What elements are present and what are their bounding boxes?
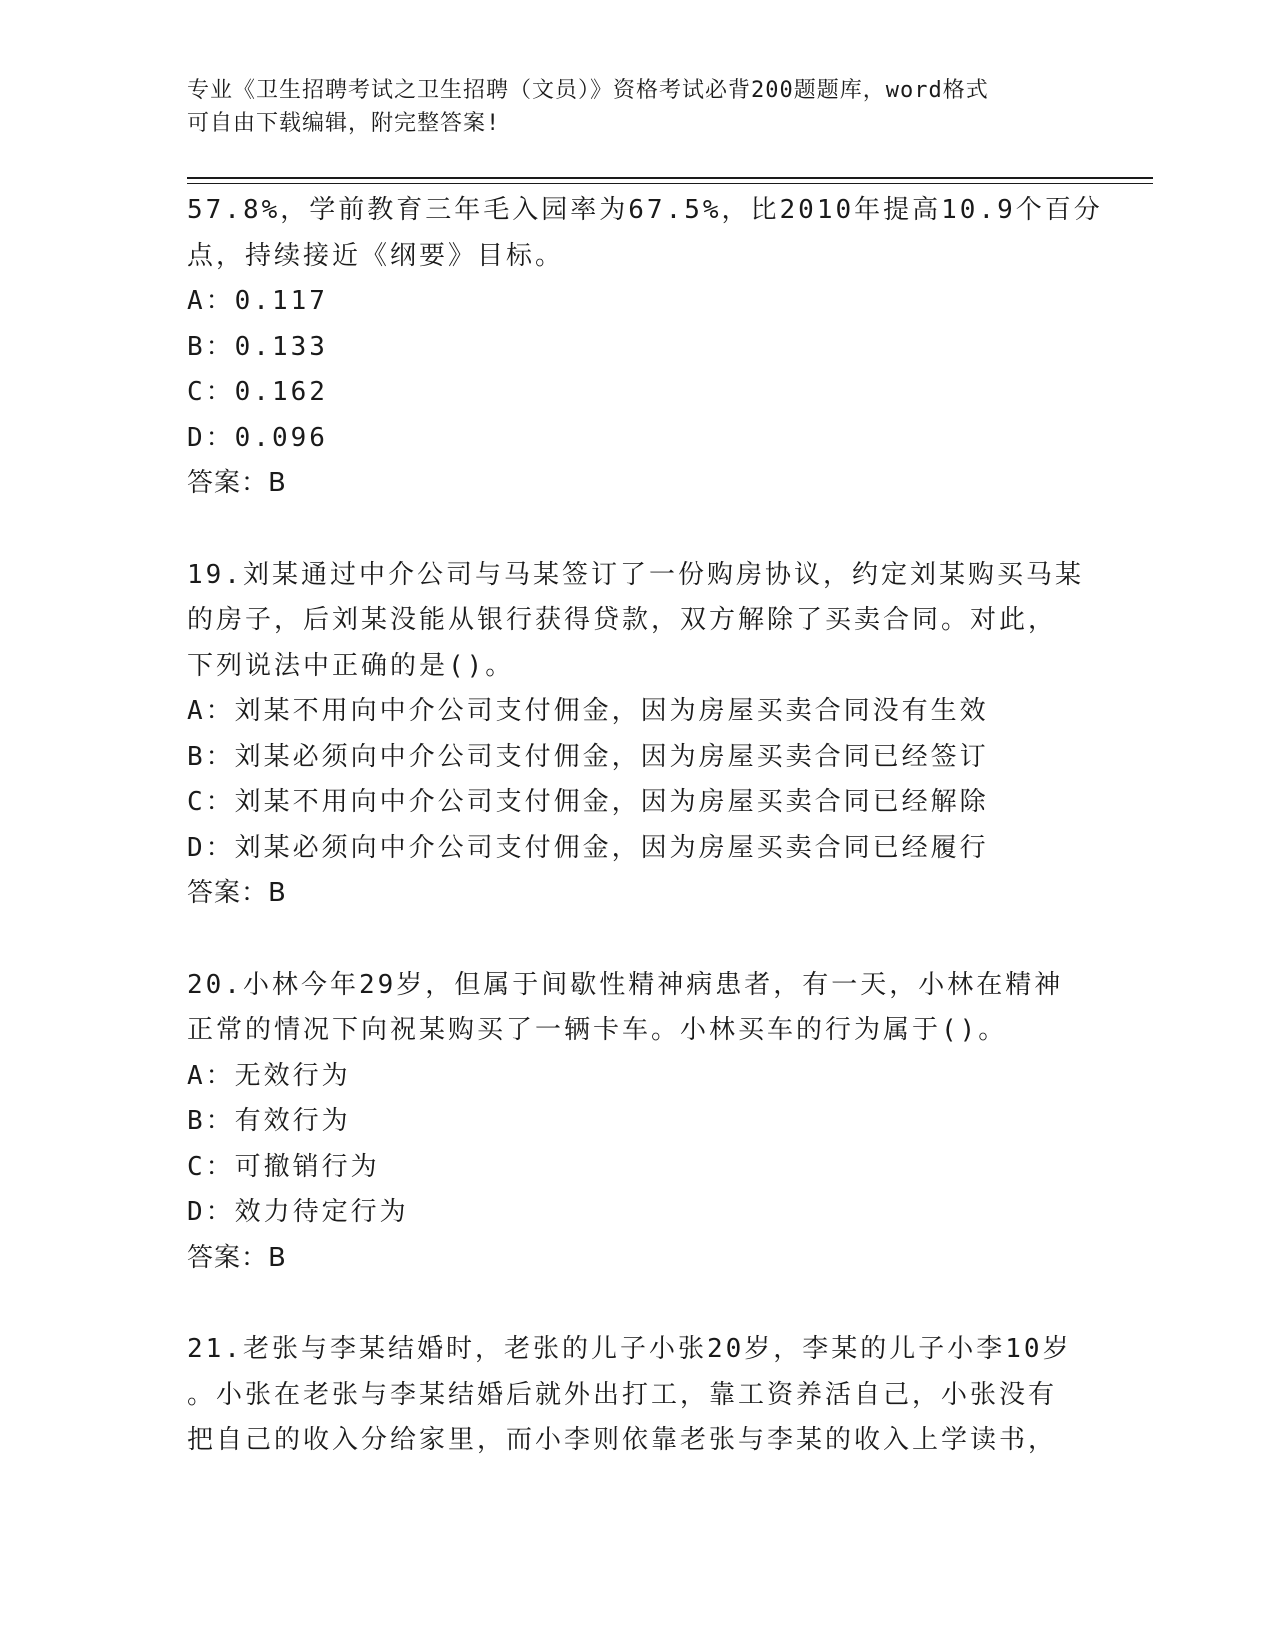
answer-line: 答案：B [187, 468, 287, 498]
document-body [187, 188, 1103, 1464]
question-stem-line: 21.老张与李某结婚时，老张的儿子小张20岁，李某的儿子小李10岁 [187, 1334, 1072, 1364]
spacer [187, 917, 1087, 963]
question-18 [187, 188, 1103, 507]
option-c: C：可撤销行为 [187, 1151, 380, 1182]
header-line-1: 专业《卫生招聘考试之卫生招聘（文员）》资格考试必背200题题库，word格式 [187, 78, 989, 103]
question-stem-line: 。小张在老张与李某结婚后就外出打工，靠工资养活自己，小张没有 [187, 1379, 1058, 1410]
question-stem-line: 下列说法中正确的是()。 [187, 650, 515, 681]
question-stem-line: 20.小林今年29岁，但属于间歇性精神病患者，有一天，小林在精神 [187, 969, 1064, 1000]
header-divider-thin [187, 183, 1153, 184]
question-stem-line: 57.8%，学前教育三年毛入园率为67.5%，比2010年提高10.9个百分 [187, 195, 1103, 225]
question-stem-line: 的房子，后刘某没能从银行获得贷款，双方解除了买卖合同。对此， [187, 605, 1058, 635]
option-d: D：效力待定行为 [187, 1197, 409, 1227]
question-21 [187, 1327, 1087, 1464]
header-line-2: 可自由下载编辑，附完整答案! [187, 111, 501, 136]
question-19 [187, 553, 1087, 917]
option-a: A：无效行为 [187, 1060, 351, 1091]
option-b: B：刘某必须向中介公司支付佣金，因为房屋买卖合同已经签订 [187, 741, 989, 772]
option-c: C：刘某不用向中介公司支付佣金，因为房屋买卖合同已经解除 [187, 787, 989, 817]
option-a: A：刘某不用向中介公司支付佣金，因为房屋买卖合同没有生效 [187, 696, 989, 726]
answer-line: 答案：B [187, 878, 287, 908]
document-header [187, 74, 1067, 140]
question-stem-line: 把自己的收入分给家里，而小李则依靠老张与李某的收入上学读书， [187, 1425, 1058, 1455]
option-b: B：0.133 [187, 331, 328, 362]
question-stem-line: 点，持续接近《纲要》目标。 [187, 240, 565, 271]
option-d: D：刘某必须向中介公司支付佣金，因为房屋买卖合同已经履行 [187, 832, 989, 863]
question-20 [187, 963, 1087, 1282]
spacer [187, 1281, 1087, 1327]
spacer [187, 507, 1087, 553]
option-b: B：有效行为 [187, 1106, 351, 1136]
option-d: D：0.096 [187, 422, 328, 453]
question-stem-line: 19.刘某通过中介公司与马某签订了一份购房协议，约定刘某购买马某 [187, 559, 1084, 590]
question-stem-line: 正常的情况下向祝某购买了一辆卡车。小林买车的行为属于()。 [187, 1015, 1008, 1045]
answer-line: 答案：B [187, 1242, 287, 1273]
header-divider-thick [187, 177, 1153, 179]
option-a: A：0.117 [187, 286, 328, 316]
option-c: C：0.162 [187, 377, 328, 407]
